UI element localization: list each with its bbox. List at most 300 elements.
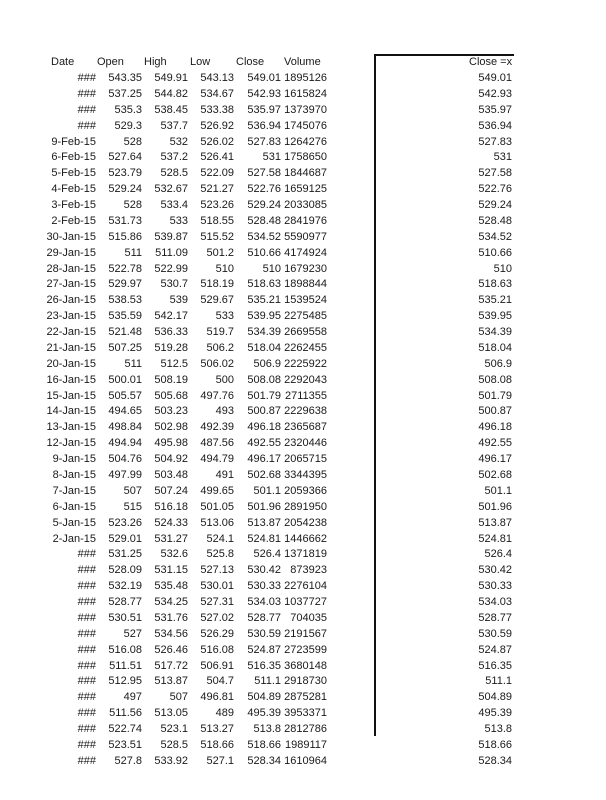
- close-cell: 534.52: [247, 230, 281, 243]
- date-cell: 27-Jan-15: [46, 278, 96, 291]
- volume-cell: 3680148: [284, 659, 327, 672]
- open-cell: 522.74: [108, 723, 142, 736]
- date-cell: 9-Jan-15: [52, 453, 96, 466]
- high-cell: 503.48: [154, 469, 188, 481]
- open-cell: 500.01: [108, 373, 142, 386]
- header-high: High: [144, 56, 167, 68]
- open-cell: 523.79: [108, 167, 142, 180]
- close-x-cell: 522.76: [478, 183, 512, 196]
- high-cell: 526.46: [154, 643, 188, 656]
- open-cell: 523.26: [108, 516, 142, 529]
- low-cell: 519.7: [206, 326, 234, 339]
- volume-cell: 1371819: [284, 548, 327, 561]
- high-cell: 508.19: [154, 373, 188, 386]
- date-cell: 5-Jan-15: [52, 516, 96, 529]
- close-cell: 511.1: [254, 675, 281, 688]
- volume-cell: 1610964: [284, 754, 327, 767]
- low-cell: 500: [215, 373, 234, 386]
- low-cell: 497.76: [200, 389, 234, 402]
- low-cell: 496.81: [200, 691, 234, 704]
- close-x-cell: 510: [493, 262, 512, 275]
- open-cell: 528: [123, 135, 142, 148]
- low-cell: 499.65: [200, 484, 234, 497]
- low-cell: 487.56: [200, 437, 234, 450]
- close-x-cell: 496.18: [478, 421, 512, 434]
- close-x-cell: 535.21: [478, 294, 512, 307]
- close-x-cell: 530.42: [478, 564, 512, 577]
- high-cell: 523.1: [160, 723, 188, 736]
- low-cell: 526.41: [200, 151, 234, 164]
- date-cell: 12-Jan-15: [46, 437, 96, 450]
- date-cell: ###: [77, 119, 96, 132]
- date-cell: 6-Feb-15: [51, 151, 96, 164]
- high-cell: 534.56: [154, 627, 188, 640]
- open-cell: 515.86: [108, 230, 142, 243]
- volume-cell: 2275485: [284, 310, 327, 323]
- close-x-cell: 500.87: [478, 405, 512, 418]
- close-cell: 527.83: [247, 135, 281, 148]
- open-cell: 512.95: [108, 675, 142, 688]
- volume-cell: 1446662: [284, 532, 327, 545]
- close-cell: 524.87: [247, 643, 281, 656]
- low-cell: 526.29: [200, 627, 234, 640]
- close-cell: 530.59: [247, 627, 281, 640]
- date-cell: ###: [77, 691, 96, 704]
- close-x-cell: 528.77: [478, 611, 512, 624]
- volume-cell: 1539524: [284, 294, 327, 307]
- date-cell: ###: [77, 675, 96, 688]
- close-x-cell: 518.04: [478, 341, 512, 354]
- date-cell: 2-Jan-15: [52, 532, 96, 545]
- close-cell: 528.34: [247, 754, 281, 767]
- close-x-cell: 501.79: [478, 389, 512, 402]
- open-cell: 516.08: [108, 643, 142, 656]
- close-cell: 539.95: [247, 310, 281, 323]
- low-cell: 529.67: [200, 294, 234, 307]
- volume-cell: 2225922: [284, 357, 327, 370]
- low-cell: 516.08: [200, 643, 234, 656]
- open-cell: 511: [124, 357, 142, 370]
- close-x-cell: 549.01: [478, 72, 512, 84]
- volume-cell: 1679230: [284, 262, 327, 275]
- date-cell: 29-Jan-15: [46, 246, 96, 259]
- close-cell: 531: [262, 151, 281, 164]
- close-cell: 496.18: [247, 421, 281, 434]
- open-cell: 529.24: [108, 183, 142, 196]
- open-cell: 515: [123, 500, 142, 513]
- close-x-cell: 524.87: [478, 643, 512, 656]
- close-cell: 530.42: [247, 564, 281, 577]
- open-cell: 531.73: [108, 214, 142, 227]
- close-x-cell: 530.33: [478, 580, 512, 593]
- low-cell: 527.13: [200, 564, 234, 577]
- close-x-cell: 539.95: [478, 310, 512, 323]
- volume-cell: 2891950: [284, 500, 327, 513]
- date-cell: ###: [77, 103, 96, 116]
- high-cell: 533.4: [160, 199, 188, 212]
- close-x-cell: 518.63: [478, 278, 512, 291]
- high-cell: 505.68: [154, 389, 188, 402]
- close-x-cell: 516.35: [478, 659, 512, 672]
- low-cell: 533.38: [200, 103, 234, 116]
- date-cell: 5-Feb-15: [51, 167, 96, 180]
- high-cell: 542.17: [154, 310, 188, 323]
- open-cell: 511: [124, 246, 142, 259]
- date-cell: 26-Jan-15: [46, 294, 96, 307]
- high-cell: 539: [169, 294, 188, 307]
- low-cell: 521.27: [200, 183, 234, 196]
- close-cell: 518.63: [247, 278, 281, 291]
- low-cell: 510: [215, 262, 234, 275]
- low-cell: 543.13: [200, 72, 234, 84]
- close-x-cell: 508.08: [478, 373, 512, 386]
- open-cell: 532.19: [108, 580, 142, 593]
- open-cell: 535.59: [108, 310, 142, 323]
- open-cell: 497: [123, 691, 142, 704]
- date-cell: ###: [77, 754, 96, 767]
- open-cell: 529.01: [108, 532, 142, 545]
- high-cell: 535.48: [154, 580, 188, 593]
- volume-cell: 2054238: [284, 516, 327, 529]
- low-cell: 527.1: [206, 754, 234, 767]
- open-cell: 504.76: [108, 453, 142, 466]
- open-cell: 527: [123, 627, 142, 640]
- close-x-cell: 518.66: [478, 738, 512, 751]
- open-cell: 522.78: [108, 262, 142, 275]
- close-cell: 506.9: [253, 357, 281, 370]
- high-cell: 531.15: [154, 564, 188, 577]
- volume-cell: 4174924: [284, 246, 327, 259]
- date-cell: ###: [77, 723, 96, 736]
- low-cell: 515.52: [200, 230, 234, 243]
- volume-cell: 2229638: [284, 405, 327, 418]
- high-cell: 531.76: [154, 611, 188, 624]
- low-cell: 506.02: [200, 357, 234, 370]
- date-cell: 21-Jan-15: [46, 341, 96, 354]
- open-cell: 511.51: [109, 659, 142, 672]
- high-cell: 522.99: [154, 262, 188, 275]
- date-cell: ###: [77, 659, 96, 672]
- close-x-cell: 513.8: [484, 723, 512, 736]
- open-cell: 505.57: [108, 389, 142, 402]
- volume-cell: 3344395: [284, 469, 327, 481]
- open-cell: 494.94: [108, 437, 142, 450]
- date-cell: 9-Feb-15: [51, 135, 96, 148]
- close-cell: 496.17: [247, 453, 281, 466]
- open-cell: 535.3: [114, 103, 142, 116]
- close-x-cell: 510.66: [478, 246, 512, 259]
- high-cell: 504.92: [154, 453, 188, 466]
- volume-cell: 1895126: [284, 72, 327, 84]
- low-cell: 526.02: [200, 135, 234, 148]
- open-cell: 498.84: [108, 421, 142, 434]
- volume-cell: 1989117: [284, 738, 327, 751]
- high-cell: 513.87: [154, 675, 188, 688]
- date-cell: 16-Jan-15: [46, 373, 96, 386]
- open-cell: 529.3: [114, 119, 142, 132]
- date-cell: 14-Jan-15: [46, 405, 96, 418]
- header-volume: Volume: [284, 56, 321, 68]
- date-cell: ###: [77, 564, 96, 577]
- close-cell: 528.77: [247, 611, 281, 624]
- open-cell: 538.53: [108, 294, 142, 307]
- close-cell: 492.55: [247, 437, 281, 450]
- close-x-cell: 501.96: [478, 500, 512, 513]
- volume-cell: 2723599: [284, 643, 327, 656]
- volume-cell: 2276104: [284, 580, 327, 593]
- close-x-cell: 524.81: [478, 532, 512, 545]
- high-cell: 533.92: [154, 754, 188, 767]
- open-cell: 497.99: [108, 469, 142, 481]
- high-cell: 512.5: [160, 357, 188, 370]
- high-cell: 507.24: [154, 484, 188, 497]
- close-cell: 527.58: [247, 167, 281, 180]
- volume-cell: 1745076: [284, 119, 327, 132]
- low-cell: 524.1: [206, 532, 234, 545]
- open-cell: 528: [123, 199, 142, 212]
- close-cell: 502.68: [247, 469, 281, 481]
- open-cell: 507: [123, 484, 142, 497]
- open-cell: 507.25: [108, 341, 142, 354]
- low-cell: 518.66: [200, 738, 234, 751]
- date-cell: 22-Jan-15: [46, 326, 96, 339]
- close-x-cell: 528.34: [478, 754, 512, 767]
- close-cell: 513.8: [253, 723, 281, 736]
- close-x-cell: 492.55: [478, 437, 512, 450]
- date-cell: 6-Jan-15: [52, 500, 96, 513]
- date-cell: ###: [77, 738, 96, 751]
- low-cell: 501.2: [206, 246, 234, 259]
- close-x-cell: 536.94: [478, 119, 512, 132]
- low-cell: 506.2: [206, 341, 234, 354]
- close-cell: 510: [262, 262, 281, 275]
- close-cell: 518.04: [247, 341, 281, 354]
- volume-cell: 1844687: [284, 167, 327, 180]
- close-x-cell: 531: [493, 151, 512, 164]
- high-cell: 538.45: [154, 103, 188, 116]
- high-cell: 533: [169, 214, 188, 227]
- volume-cell: 1264276: [284, 135, 327, 148]
- low-cell: 527.02: [200, 611, 234, 624]
- volume-cell: 2292043: [284, 373, 327, 386]
- header-close-x: Close =x: [469, 56, 513, 68]
- low-cell: 525.8: [206, 548, 234, 561]
- date-cell: 15-Jan-15: [46, 389, 96, 402]
- date-cell: 3-Feb-15: [51, 199, 96, 212]
- close-cell: 529.24: [247, 199, 281, 212]
- close-x-cell: 527.58: [478, 167, 512, 180]
- close-x-cell: 526.4: [484, 548, 512, 561]
- close-cell: 495.39: [247, 707, 281, 720]
- date-cell: ###: [77, 548, 96, 561]
- volume-cell: 1898844: [284, 278, 327, 291]
- high-cell: 537.2: [160, 151, 188, 164]
- volume-cell: 2191567: [284, 627, 327, 640]
- high-cell: 539.87: [154, 230, 188, 243]
- volume-cell: 5590977: [284, 230, 327, 243]
- open-cell: 537.25: [108, 87, 142, 100]
- open-cell: 523.51: [108, 738, 142, 751]
- close-cell: 528.48: [247, 214, 281, 227]
- high-cell: 503.23: [154, 405, 188, 418]
- date-cell: 2-Feb-15: [51, 214, 96, 227]
- low-cell: 506.91: [200, 659, 234, 672]
- close-x-cell: 513.87: [478, 516, 512, 529]
- low-cell: 530.01: [200, 580, 234, 593]
- high-cell: 544.82: [154, 87, 188, 100]
- high-cell: 495.98: [154, 437, 188, 450]
- open-cell: 543.35: [108, 72, 142, 84]
- close-x-cell: 528.48: [478, 214, 512, 227]
- low-cell: 527.31: [200, 596, 234, 609]
- low-cell: 522.09: [200, 167, 234, 180]
- volume-cell: 2875281: [284, 691, 327, 704]
- date-cell: 28-Jan-15: [46, 262, 96, 275]
- high-cell: 513.05: [154, 707, 188, 720]
- open-cell: 530.51: [108, 611, 142, 624]
- low-cell: 533: [215, 310, 234, 323]
- low-cell: 504.7: [206, 675, 234, 688]
- header-low: Low: [190, 56, 211, 68]
- close-cell: 501.79: [247, 389, 281, 402]
- high-cell: 532.67: [154, 183, 188, 196]
- close-x-cell: 496.17: [478, 453, 512, 466]
- close-cell: 534.39: [247, 326, 281, 339]
- high-cell: 532: [169, 135, 188, 148]
- high-cell: 502.98: [154, 421, 188, 434]
- close-cell: 508.08: [247, 373, 281, 386]
- volume-cell: 704035: [290, 611, 327, 624]
- volume-cell: 873923: [290, 564, 327, 577]
- high-cell: 532.6: [160, 548, 188, 561]
- close-cell: 518.66: [247, 738, 281, 751]
- close-cell: 530.33: [247, 580, 281, 593]
- date-cell: 23-Jan-15: [46, 310, 96, 323]
- low-cell: 518.19: [200, 278, 234, 291]
- close-x-cell: 529.24: [478, 199, 512, 212]
- close-cell: 534.03: [247, 596, 281, 609]
- volume-cell: 2669558: [284, 326, 327, 339]
- open-cell: 531.25: [108, 548, 142, 561]
- low-cell: 493: [215, 405, 234, 418]
- close-cell: 542.93: [247, 87, 281, 100]
- high-cell: 524.33: [154, 516, 188, 529]
- high-cell: 516.18: [154, 500, 188, 513]
- date-cell: 30-Jan-15: [46, 230, 96, 243]
- close-cell: 549.01: [247, 72, 281, 84]
- date-cell: ###: [77, 87, 96, 100]
- close-x-cell: 504.89: [478, 691, 512, 704]
- open-cell: 527.64: [108, 151, 142, 164]
- date-cell: 7-Jan-15: [52, 484, 96, 497]
- close-x-cell: 534.39: [478, 326, 512, 339]
- low-cell: 501.05: [200, 500, 234, 513]
- high-cell: 519.28: [154, 341, 188, 354]
- volume-cell: 2033085: [284, 199, 327, 212]
- close-cell: 510.66: [247, 246, 281, 259]
- date-cell: ###: [77, 611, 96, 624]
- open-cell: 529.97: [108, 278, 142, 291]
- volume-cell: 2812786: [284, 723, 327, 736]
- volume-cell: 2059366: [284, 484, 327, 497]
- volume-cell: 1758650: [284, 151, 327, 164]
- header-open: Open: [97, 56, 124, 68]
- low-cell: 523.26: [200, 199, 234, 212]
- open-cell: 528.77: [108, 596, 142, 609]
- close-cell: 501.1: [253, 484, 281, 497]
- high-cell: 528.5: [160, 738, 188, 751]
- close-cell: 536.94: [247, 119, 281, 132]
- close-cell: 524.81: [247, 532, 281, 545]
- close-cell: 526.4: [253, 548, 281, 561]
- date-cell: 20-Jan-15: [46, 357, 96, 370]
- date-cell: 4-Feb-15: [51, 183, 96, 196]
- close-cell: 513.87: [247, 516, 281, 529]
- date-cell: 13-Jan-15: [46, 421, 96, 434]
- close-cell: 500.87: [247, 405, 281, 418]
- header-date: Date: [51, 56, 75, 68]
- volume-cell: 3953371: [284, 707, 327, 720]
- open-cell: 527.8: [114, 754, 142, 767]
- open-cell: 511.56: [109, 707, 142, 720]
- close-x-cell: 534.52: [478, 230, 512, 243]
- low-cell: 494.79: [200, 453, 234, 466]
- high-cell: 511.09: [155, 246, 188, 259]
- volume-cell: 1373970: [284, 103, 327, 116]
- volume-cell: 2918730: [284, 675, 327, 688]
- open-cell: 521.48: [108, 326, 142, 339]
- volume-cell: 1659125: [284, 183, 327, 196]
- low-cell: 492.39: [200, 421, 234, 434]
- close-x-cell: 495.39: [478, 707, 512, 720]
- close-x-cell: 530.59: [478, 627, 512, 640]
- volume-cell: 2065715: [284, 453, 327, 466]
- volume-cell: 2711355: [284, 389, 327, 402]
- close-x-cell: 501.1: [484, 484, 512, 497]
- date-cell: ###: [77, 72, 96, 84]
- date-cell: ###: [77, 580, 96, 593]
- high-cell: 549.91: [154, 72, 188, 84]
- date-cell: ###: [77, 707, 96, 720]
- low-cell: 534.67: [200, 87, 234, 100]
- high-cell: 537.7: [160, 119, 188, 132]
- close-cell: 535.97: [247, 103, 281, 116]
- close-cell: 522.76: [247, 183, 281, 196]
- volume-cell: 1037727: [284, 596, 327, 609]
- close-x-cell: 535.97: [478, 103, 512, 116]
- close-cell: 504.89: [247, 691, 281, 704]
- close-cell: 535.21: [247, 294, 281, 307]
- high-cell: 517.72: [154, 659, 188, 672]
- high-cell: 534.25: [154, 596, 188, 609]
- date-cell: ###: [77, 596, 96, 609]
- close-x-cell: 527.83: [478, 135, 512, 148]
- open-cell: 528.09: [108, 564, 142, 577]
- volume-cell: 2320446: [284, 437, 327, 450]
- high-cell: 507: [169, 691, 188, 704]
- high-cell: 536.33: [154, 326, 188, 339]
- low-cell: 513.27: [200, 723, 234, 736]
- close-x-cell: 511.1: [485, 675, 512, 688]
- volume-cell: 2365687: [284, 421, 327, 434]
- high-cell: 530.7: [160, 278, 188, 291]
- open-cell: 494.65: [108, 405, 142, 418]
- date-cell: ###: [77, 627, 96, 640]
- box-left-border: [374, 54, 376, 736]
- low-cell: 491: [215, 469, 234, 481]
- volume-cell: 2841976: [284, 214, 327, 227]
- date-cell: ###: [77, 643, 96, 656]
